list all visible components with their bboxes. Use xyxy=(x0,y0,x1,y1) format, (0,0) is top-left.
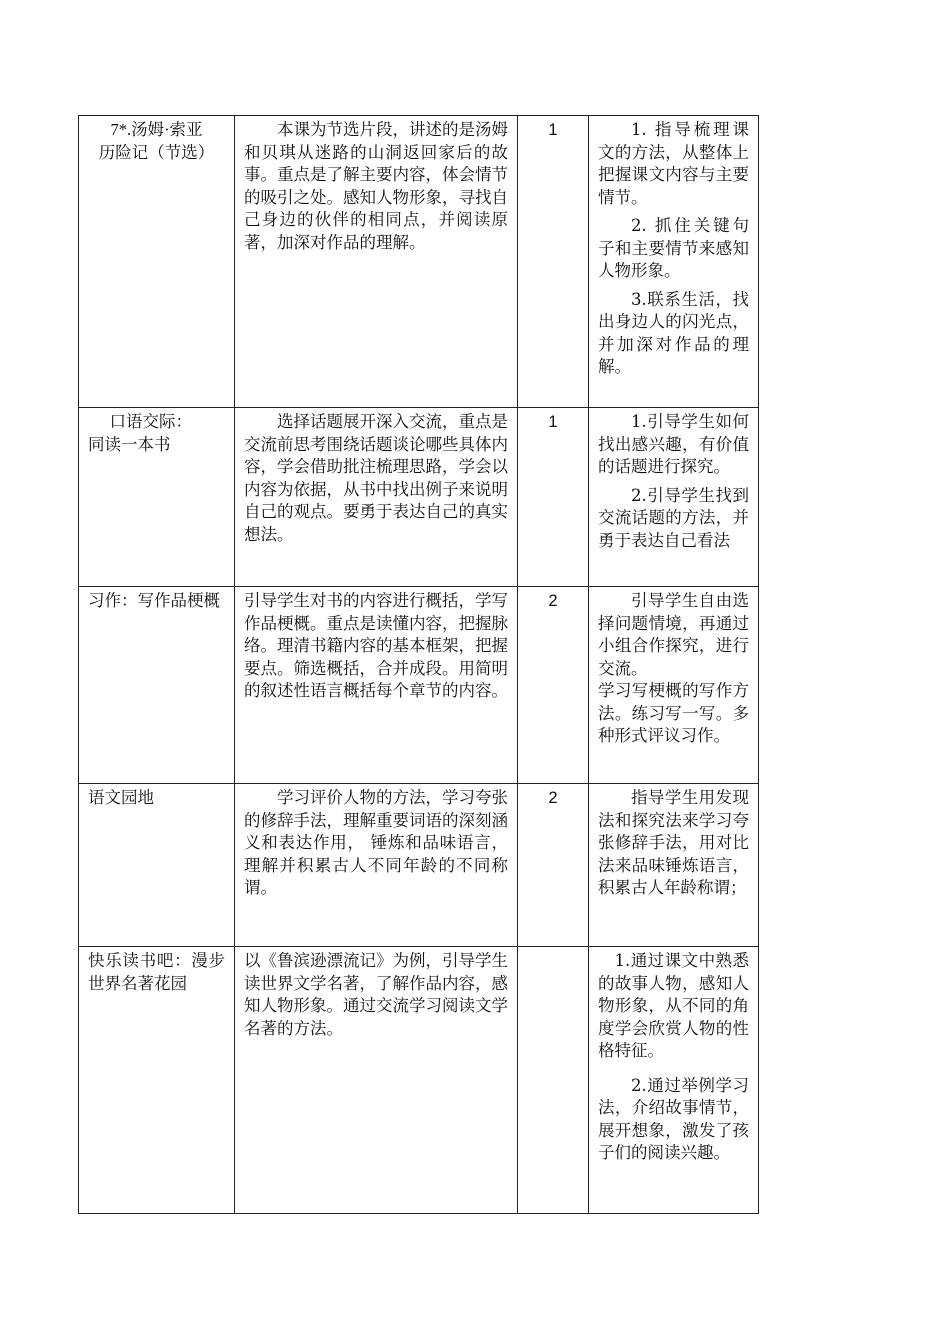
lesson-title: 历险记（节选） xyxy=(98,142,215,162)
table-row xyxy=(79,784,759,947)
lesson-hours-cell xyxy=(518,408,589,587)
lesson-method-cell xyxy=(589,587,759,784)
lesson-description: 选择话题展开深入交流，重点是交流前思考围绕话题谈论哪些具体内容，学会借助批注梳理思路，学会以内容为依据，从书中找出例子来说明自己的观点。要勇于表达自己的真实想法。 xyxy=(244,412,508,544)
table-row xyxy=(79,587,759,784)
lesson-title: 语文园地 xyxy=(88,788,154,807)
lesson-title: 口语交际： xyxy=(109,412,192,431)
lesson-title-cell xyxy=(79,784,235,947)
unit-plan-table xyxy=(78,115,759,1214)
method-item: 1.通过课文中熟悉的故事人物，感知人物形象，从不同的角度学会欣赏人物的性格特征。 xyxy=(598,951,749,1060)
method-item: 指导学生用发现法和探究法来学习夸张修辞手法，用对比法来品味锤炼语言，积累古人年龄称谓； xyxy=(598,788,749,897)
method-item: 学习写梗概的写作方法。练习写一写。多种形式评议习作。 xyxy=(598,681,749,745)
method-item: 2.引导学生找到交流话题的方法，并勇于表达自己看法 xyxy=(598,485,749,550)
lesson-title-cell xyxy=(79,587,235,784)
lesson-description: 以《鲁滨逊漂流记》为例，引导学生读世界文学名著，了解作品内容，感知人物形象。通过交流学习阅读文学名著的方法。 xyxy=(244,951,508,1038)
lesson-title-cell xyxy=(79,408,235,587)
method-item: 2. 抓住关键句子和主要情节来感知人物形象。 xyxy=(598,216,749,280)
lesson-hours: 1 xyxy=(548,121,558,139)
table-row xyxy=(79,947,759,1214)
lesson-description: 本课为节选片段，讲述的是汤姆和贝琪从迷路的山洞返回家后的故事。重点是了解主要内容，体会情节的吸引之处。感知人物形象，寻找自己身边的伙伴的相同点，并阅读原著，加深对作品的理解。 xyxy=(244,120,508,252)
lesson-hours: 2 xyxy=(548,592,558,610)
lesson-description-cell xyxy=(235,116,518,408)
lesson-title-cell xyxy=(79,116,235,408)
lesson-description-cell xyxy=(235,784,518,947)
method-item: 3.联系生活，找出身边人的闪光点，并加深对作品的理解。 xyxy=(598,289,749,376)
lesson-description-cell xyxy=(235,408,518,587)
lesson-method-cell xyxy=(589,947,759,1214)
lesson-title: 快乐读书吧：漫步世界名著花园 xyxy=(88,951,225,993)
lesson-description: 引导学生对书的内容进行概括，学写作品梗概。重点是读懂内容，把握脉络。理清书籍内容的基本框架，把握要点。筛选概括，合并成段。用简明的叙述性语言概括每个章节的内容。 xyxy=(244,591,508,700)
lesson-hours-cell xyxy=(518,587,589,784)
lesson-title: 同读一本书 xyxy=(88,434,171,454)
lesson-title: 习作：写作品梗概 xyxy=(88,591,220,610)
lesson-hours-cell xyxy=(518,116,589,408)
lesson-method-cell xyxy=(589,116,759,408)
lesson-hours: 2 xyxy=(548,789,558,807)
lesson-hours-cell xyxy=(518,947,589,1214)
table-row xyxy=(79,116,759,408)
lesson-method-cell xyxy=(589,784,759,947)
method-item: 1. 指导梳理课文的方法，从整体上把握课文内容与主要情节。 xyxy=(598,120,749,207)
lesson-title-cell xyxy=(79,947,235,1214)
lesson-hours: 1 xyxy=(548,413,558,431)
table-row xyxy=(79,408,759,587)
method-item: 2.通过举例学习法，介绍故事情节，展开想象，激发了孩子们的阅读兴趣。 xyxy=(598,1075,749,1162)
lesson-description: 学习评价人物的方法，学习夸张的修辞手法，理解重要词语的深刻涵义和表达作用， 锤炼和品味语言，理解并积累古人不同年龄的不同称谓。 xyxy=(244,788,508,897)
lesson-title: 7*.汤姆·索亚 xyxy=(110,120,203,139)
lesson-description-cell xyxy=(235,587,518,784)
method-item: 引导学生自由选择问题情境，再通过小组合作探究，进行交流。 xyxy=(598,591,749,678)
lesson-method-cell xyxy=(589,408,759,587)
method-item: 1.引导学生如何找出感兴趣，有价值的话题进行探究。 xyxy=(598,412,749,476)
lesson-hours-cell xyxy=(518,784,589,947)
lesson-description-cell xyxy=(235,947,518,1214)
